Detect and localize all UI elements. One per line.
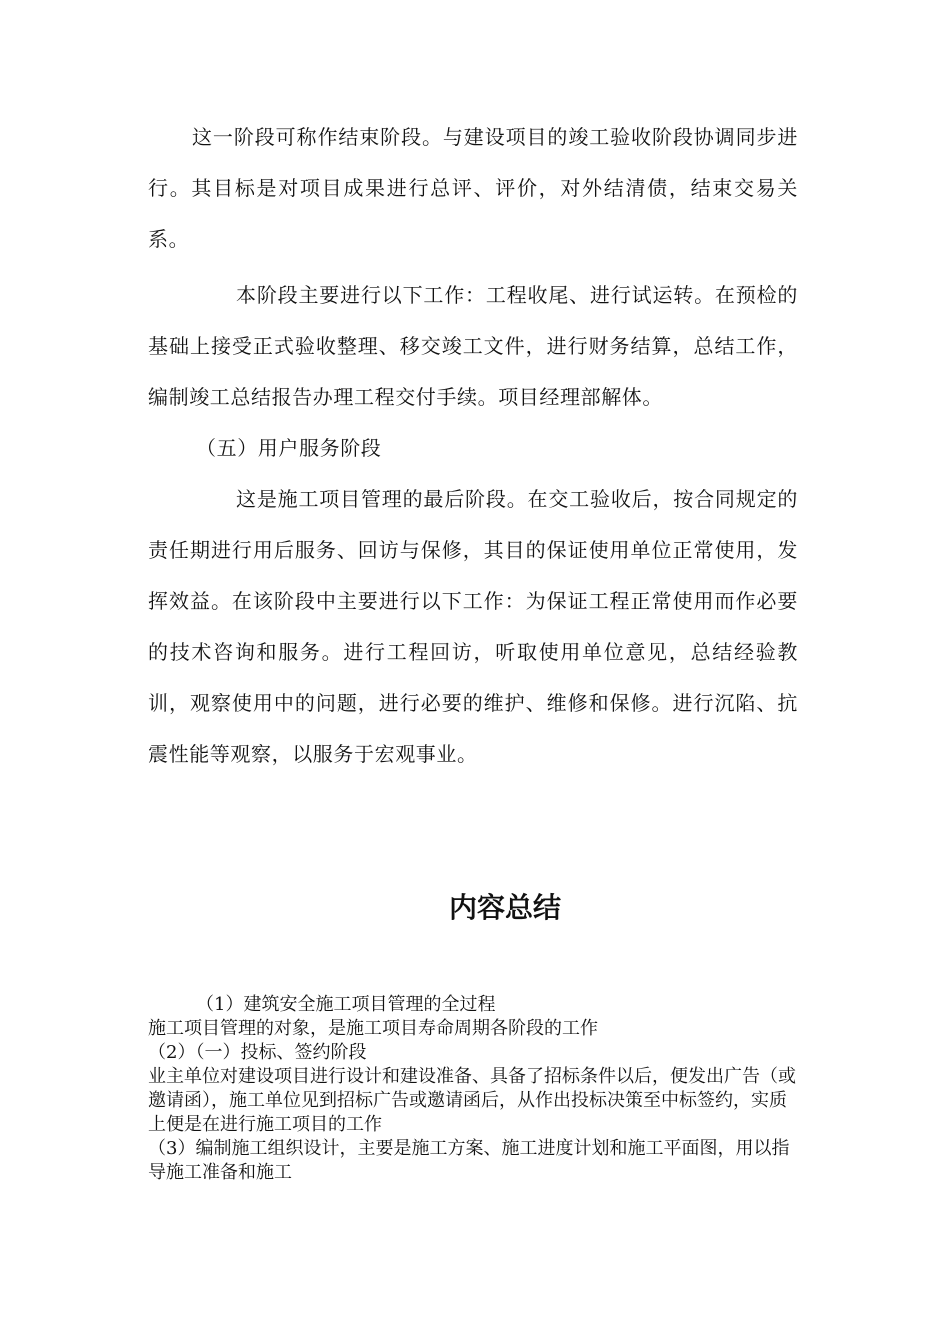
paragraph-closing-stage: 这一阶段可称作结束阶段。与建设项目的竣工验收阶段协调同步进行。其目标是对项目成果进行总评、评价，对外结清债，结束交易关系。 bbox=[148, 125, 798, 251]
summary-line-3: （2）（一）投标、签约阶段 bbox=[148, 1042, 367, 1063]
summary-line-1: （1）建筑安全施工项目管理的全过程 bbox=[196, 994, 496, 1015]
summary-line-4: 业主单位对建设项目进行设计和建设准备、具备了招标条件以后，便发出广告（或邀请函），施工单位见到招标广告或邀请函后，从作出投标决策至中标签约，实质上便是在进行施工项目的工作 bbox=[148, 1066, 796, 1135]
summary-block bbox=[148, 993, 803, 1185]
section-heading-user-service: （五）用户服务阶段 bbox=[196, 436, 382, 460]
paragraph-closing-tasks: 本阶段主要进行以下工作：工程收尾、进行试运转。在预检的基础上接受正式验收整理、移交竣工文件，进行财务结算，总结工作，编制竣工总结报告办理工程交付手续。项目经理部解体。 bbox=[148, 283, 798, 409]
summary-line-2: 施工项目管理的对象，是施工项目寿命周期各阶段的工作 bbox=[148, 1018, 598, 1039]
paragraph-user-service: 这是施工项目管理的最后阶段。在交工验收后，按合同规定的责任期进行用后服务、回访与保修，其目的保证使用单位正常使用，发挥效益。在该阶段中主要进行以下工作：为保证工程正常使用而作必要的技术咨询和服务。进行工程回访，听取使用单位意见，总结经验教训，观察使用中的问题，进行必要的维护、维修和保修。进行沉陷、抗震性能等观察，以服务于宏观事业。 bbox=[148, 487, 798, 766]
summary-title: 内容总结 bbox=[448, 891, 561, 924]
summary-line-5: （3）编制施工组织设计，主要是施工方案、施工进度计划和施工平面图，用以指导施工准备和施工 bbox=[148, 1138, 790, 1183]
